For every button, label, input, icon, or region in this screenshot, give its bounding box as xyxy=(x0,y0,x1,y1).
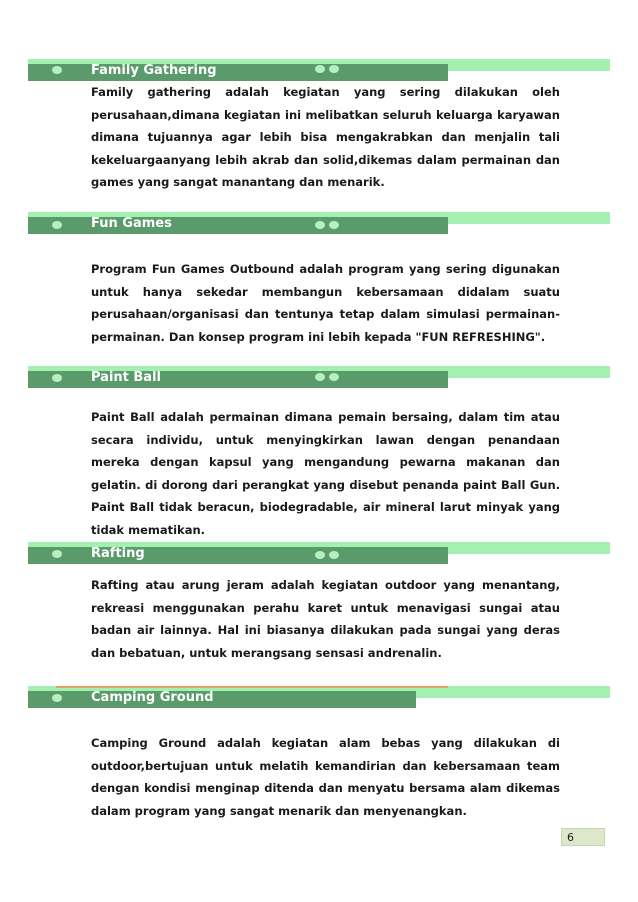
section-title: Fun Games xyxy=(91,216,172,231)
bullet-dot-icon xyxy=(329,373,339,381)
section-header-fun-games xyxy=(28,212,610,234)
section-body: Family gathering adalah kegiatan yang sering dilakukan oleh perusahaan,dimana kegiatan ini melibatkan seluruh keluarga karyawan dimana tujuannya agar lebih bisa mengakrabkan dan menjalin tali kekeluargaanyang lebih akrab dan solid,dikemas dalam permainan dan games yang sangat manantang dan menarik. xyxy=(91,85,560,189)
bullet-dot-icon xyxy=(329,221,339,229)
section-title: Paint Ball xyxy=(91,370,161,385)
section-body: Program Fun Games Outbound adalah program yang sering digunakan untuk hanya sekedar membangun kebersamaan didalam suatu perusahaan/organisasi dan tentunya tetap dalam simulasi permainan-permainan. Dan konsep program ini lebih kepada "FUN REFRESHING". xyxy=(91,262,560,344)
bullet-dot-icon xyxy=(52,221,62,229)
page-number: 6 xyxy=(561,828,605,846)
bullet-dot-icon xyxy=(329,551,339,559)
bullet-dot-icon xyxy=(52,550,62,558)
section-body: Rafting atau arung jeram adalah kegiatan outdoor yang menantang, rekreasi menggunakan perahu karet untuk menavigasi sungai atau badan air lainnya. Hal ini biasanya dilakukan pada sungai yang deras dan bebatuan, untuk merangsang sensasi andrenalin. xyxy=(91,578,560,660)
section-header-family-gathering xyxy=(28,59,610,81)
bullet-dot-icon xyxy=(329,65,339,73)
bullet-dot-icon xyxy=(315,373,325,381)
section-body: Camping Ground adalah kegiatan alam bebas yang dilakukan di outdoor,bertujuan untuk melatih kemandirian dan kebersamaan team dengan kondisi menginap ditenda dan menyatu bersama alam dikemas dalam program yang sangat menarik dan menyenangkan. xyxy=(91,736,560,818)
header-band-dark xyxy=(28,691,416,708)
section-header-camping-ground xyxy=(28,686,610,708)
section-header-paint-ball xyxy=(28,366,610,388)
section-title: Family Gathering xyxy=(91,63,217,78)
section-title: Rafting xyxy=(91,546,145,561)
bullet-dot-icon xyxy=(52,694,62,702)
bullet-dot-icon xyxy=(315,221,325,229)
bullet-dot-icon xyxy=(52,66,62,74)
header-accent-line xyxy=(56,686,448,688)
section-body: Paint Ball adalah permainan dimana pemain bersaing, dalam tim atau secara individu, untuk menyingkirkan lawan dengan penandaan mereka dengan kapsul yang mengandung pewarna makanan dan gelatin. di dorong dari perangkat yang disebut penanda paint Ball Gun. Paint Ball tidak beracun, biodegradable, air mineral larut minyak yang tidak mematikan. xyxy=(91,410,560,537)
section-header-rafting xyxy=(28,542,610,564)
bullet-dot-icon xyxy=(52,374,62,382)
bullet-dot-icon xyxy=(315,65,325,73)
section-title: Camping Ground xyxy=(91,690,214,705)
bullet-dot-icon xyxy=(315,551,325,559)
